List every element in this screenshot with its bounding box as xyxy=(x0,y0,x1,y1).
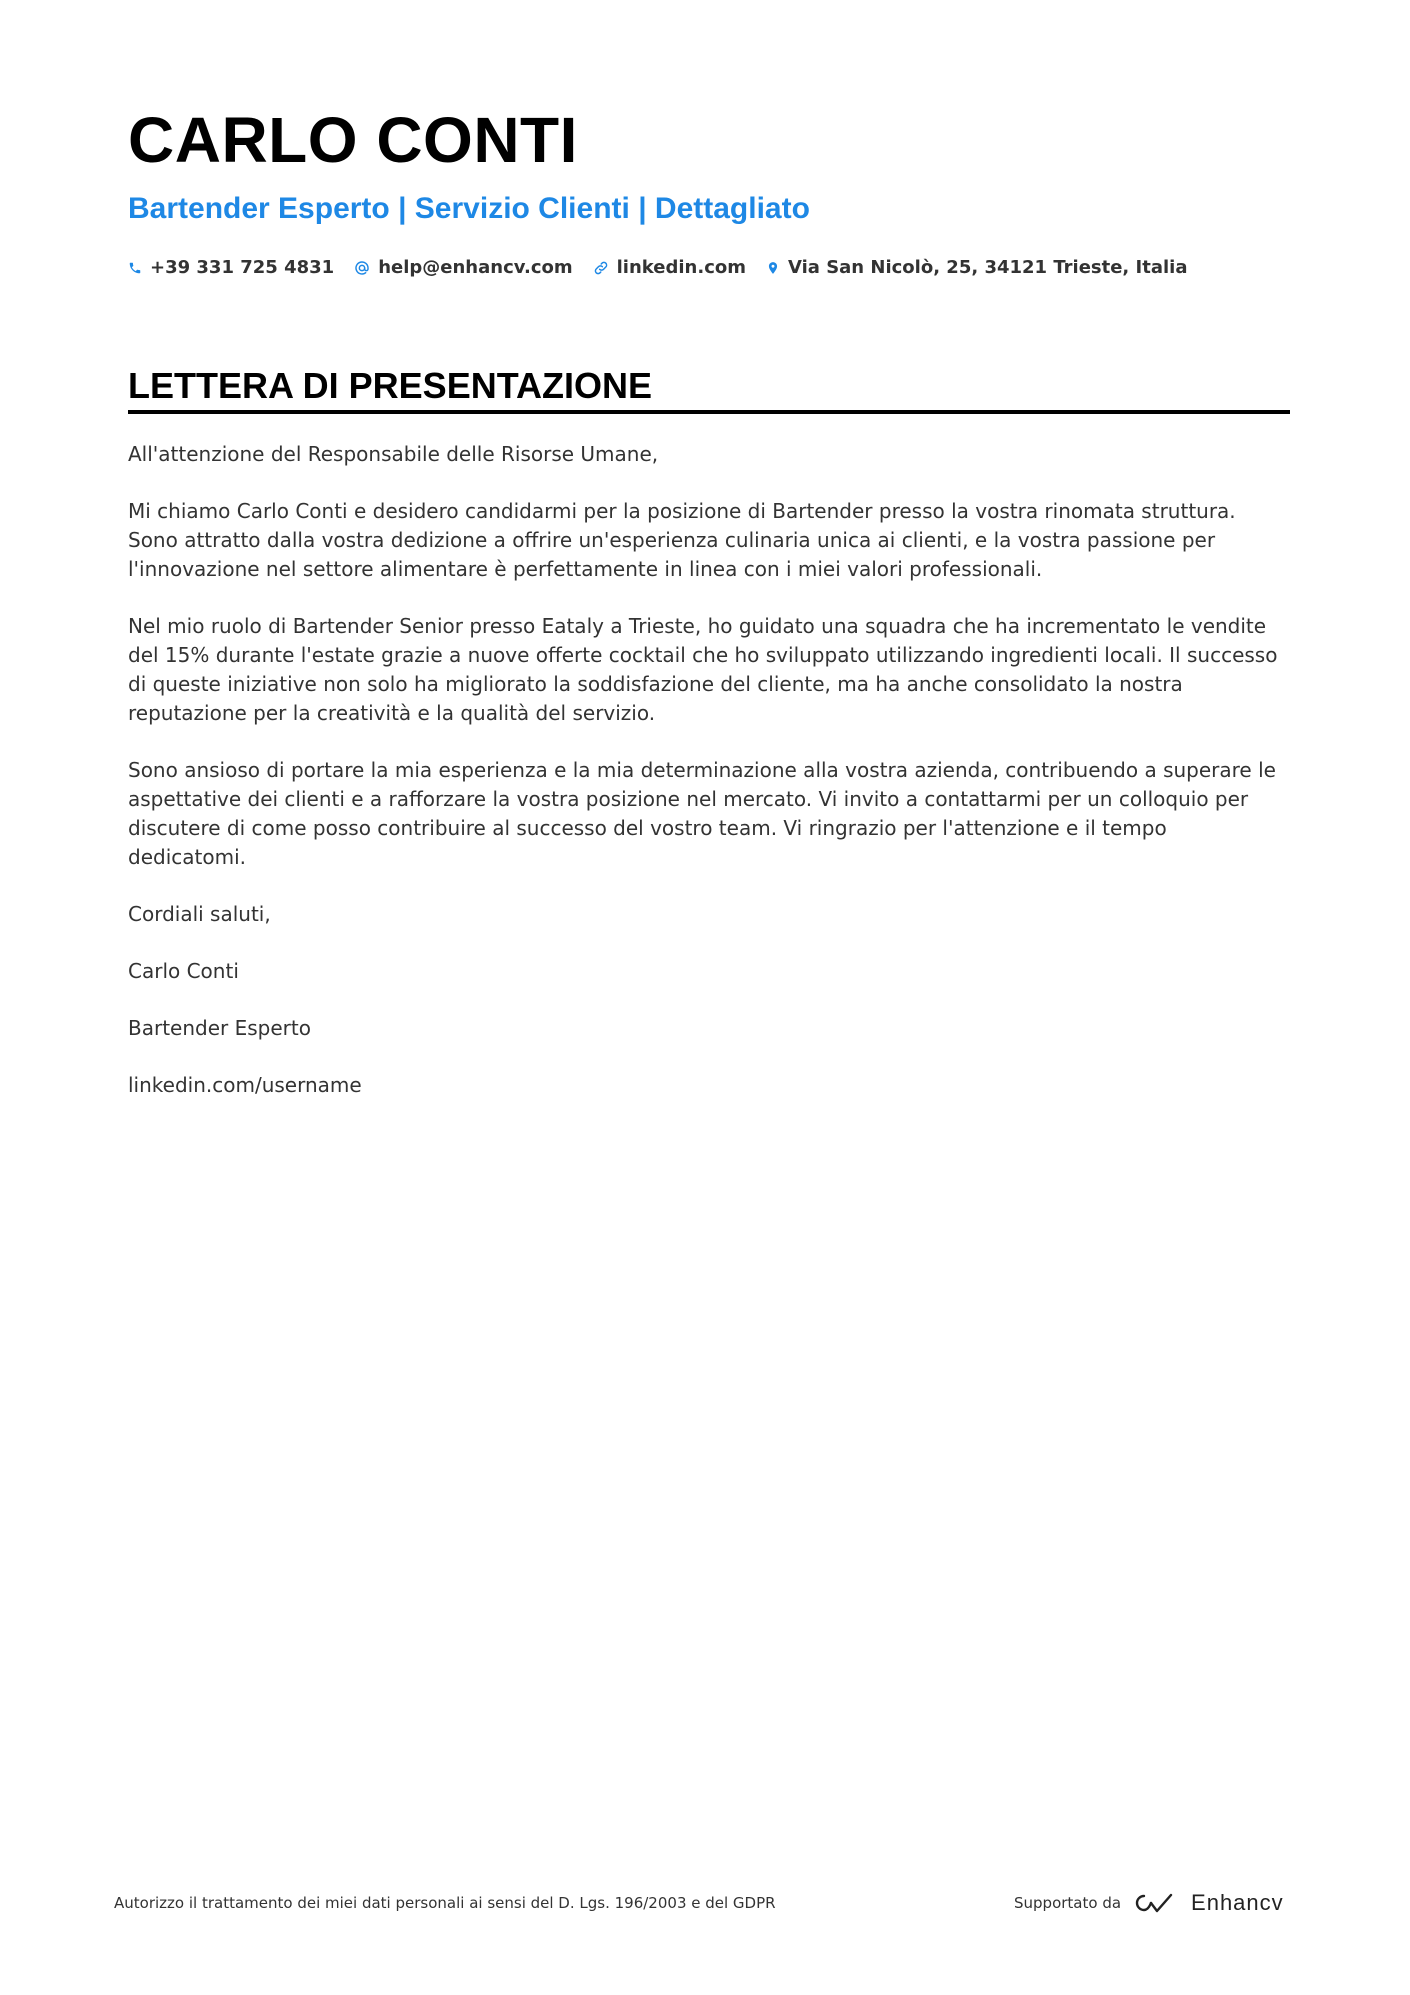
brand-name: Enhancv xyxy=(1191,1890,1284,1915)
letter-salutation: All'attenzione del Responsabile delle Risorse Umane, xyxy=(128,442,659,466)
letter-body xyxy=(128,440,1290,1128)
linkedin-link: linkedin.com xyxy=(616,257,746,278)
at-icon xyxy=(354,260,370,276)
signature-link: linkedin.com/username xyxy=(128,1073,362,1097)
postal-address: Via San Nicolò, 25, 34121 Trieste, Italia xyxy=(788,257,1188,278)
email-address: help@enhancv.com xyxy=(378,257,573,278)
phone-number: +39 331 725 4831 xyxy=(150,257,335,278)
section-divider xyxy=(128,410,1290,414)
section-title: LETTERA DI PRESENTAZIONE xyxy=(128,365,653,406)
contact-linkedin xyxy=(593,259,746,277)
powered-by-label: Supportato da xyxy=(1014,1893,1122,1912)
contact-bar xyxy=(128,256,1207,280)
letter-paragraph: Nel mio ruolo di Bartender Senior presso Eataly a Trieste, ho guidato una squadra che ha incrementato le vendite del 15% durante l'estate grazie a nuove offerte cocktail che ho sviluppato utilizzando ingredienti locali. Il successo di queste iniziative non solo ha migliorato la soddisfazione del cliente, ma ha anche consolidato la nostra reputazione per la creatività e la qualità del servizio. xyxy=(128,614,1278,725)
signature-title: Bartender Esperto xyxy=(128,1016,311,1040)
contact-email xyxy=(354,259,572,277)
candidate-headline: Bartender Esperto | Servizio Clienti | Dettagliato xyxy=(128,192,810,225)
link-icon xyxy=(593,260,609,276)
privacy-consent: Autorizzo il trattamento dei miei dati personali ai sensi del D. Lgs. 196/2003 e del GDPR xyxy=(114,1894,776,1912)
candidate-name: CARLO CONTI xyxy=(128,104,578,176)
powered-by xyxy=(1014,1888,1284,1918)
letter-closing: Cordiali saluti, xyxy=(128,902,271,926)
contact-address xyxy=(766,259,1187,277)
enhancv-logo-icon xyxy=(1133,1891,1179,1915)
phone-icon xyxy=(128,261,142,275)
letter-paragraph: Sono ansioso di portare la mia esperienza e la mia determinazione alla vostra azienda, contribuendo a superare le aspettative dei clienti e a rafforzare la vostra posizione nel mercato. Vi invito a contattarmi per un colloquio per discutere di come posso contribuire al successo del vostro team. Vi ringrazio per l'attenzione e il tempo dedicatomi. xyxy=(128,758,1276,869)
signature-name: Carlo Conti xyxy=(128,959,239,983)
letter-paragraph: Mi chiamo Carlo Conti e desidero candidarmi per la posizione di Bartender presso la vostra rinomata struttura. Sono attratto dalla vostra dedizione a offrire un'esperienza culinaria unica ai clienti, e la vostra passione per l'innovazione nel settore alimentare è perfettamente in linea con i miei valori professionali. xyxy=(128,499,1236,581)
location-pin-icon xyxy=(766,260,780,276)
contact-phone xyxy=(128,259,334,277)
